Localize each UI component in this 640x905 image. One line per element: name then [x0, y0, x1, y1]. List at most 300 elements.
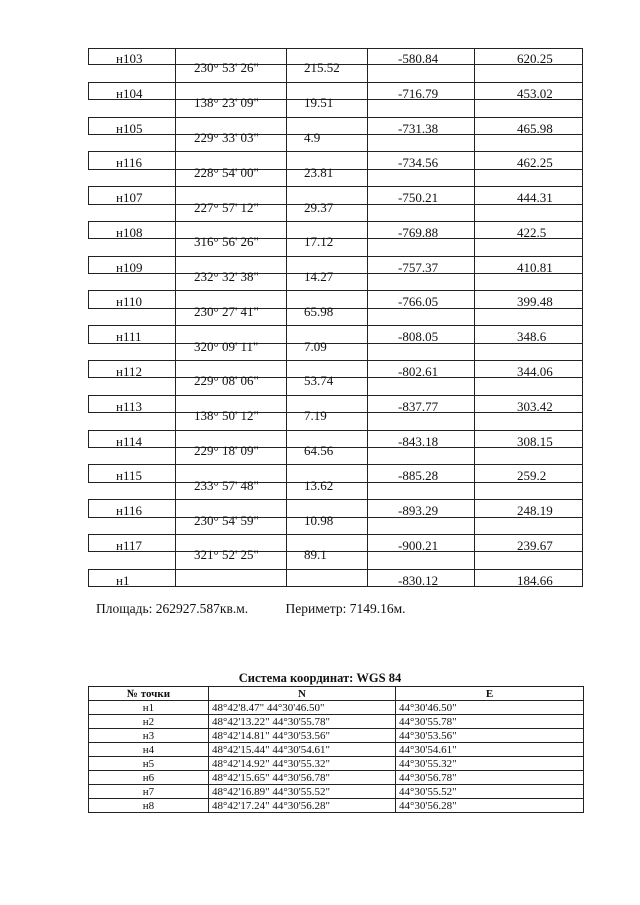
point-number: н105 — [116, 120, 143, 136]
direction-angle: 138° 50' 12" — [194, 408, 259, 424]
y-coordinate: 184.66 — [517, 572, 553, 588]
column-border — [367, 396, 368, 413]
column-border — [582, 535, 583, 552]
column-border — [474, 309, 475, 326]
point-number: н112 — [116, 364, 142, 380]
column-border — [88, 118, 89, 135]
wgs-e-value: 44°30'53.56" — [396, 729, 584, 743]
wgs-point: н2 — [89, 715, 209, 729]
column-border — [175, 83, 176, 100]
column-border — [286, 48, 287, 65]
column-border — [474, 239, 475, 256]
segment-length: 29.37 — [304, 199, 334, 215]
column-border — [175, 396, 176, 413]
column-border — [582, 431, 583, 448]
column-border — [474, 83, 475, 100]
point-row — [88, 465, 583, 482]
column-border — [286, 65, 287, 82]
wgs-row — [89, 785, 584, 799]
direction-angle: 228° 54' 00" — [194, 164, 259, 180]
column-border — [367, 170, 368, 187]
column-border — [474, 344, 475, 361]
column-border — [367, 83, 368, 100]
y-coordinate: 444.31 — [517, 190, 553, 206]
wgs-n-value: 48°42'14.81" 44°30'53.56" — [209, 729, 396, 743]
x-coordinate: -808.05 — [398, 329, 439, 345]
y-coordinate: 248.19 — [517, 503, 553, 519]
wgs-point: н3 — [89, 729, 209, 743]
segment-length: 53.74 — [304, 373, 334, 389]
y-coordinate: 462.25 — [517, 155, 553, 171]
column-border — [582, 361, 583, 378]
column-border — [582, 309, 583, 326]
column-border — [175, 431, 176, 448]
wgs-row — [89, 715, 584, 729]
column-border — [367, 291, 368, 308]
wgs-header-row — [89, 687, 584, 701]
column-border — [367, 518, 368, 535]
point-row — [88, 222, 583, 239]
column-border — [582, 552, 583, 569]
y-coordinate: 239.67 — [517, 537, 553, 553]
point-number: н113 — [116, 398, 142, 414]
column-border — [367, 187, 368, 204]
column-border — [88, 48, 89, 65]
column-border — [286, 118, 287, 135]
column-border — [88, 535, 89, 552]
segment-length: 89.1 — [304, 547, 327, 563]
column-border — [88, 222, 89, 239]
segment-length: 215.52 — [304, 60, 340, 76]
column-border — [88, 152, 89, 169]
direction-angle: 138° 23' 09" — [194, 95, 259, 111]
column-border — [474, 465, 475, 482]
column-border — [474, 257, 475, 274]
column-border — [582, 257, 583, 274]
column-border — [367, 222, 368, 239]
column-border — [175, 483, 176, 500]
column-border — [286, 326, 287, 343]
direction-angle: 230° 54' 59" — [194, 512, 259, 528]
column-border — [582, 187, 583, 204]
column-border — [367, 483, 368, 500]
column-border — [367, 274, 368, 291]
column-border — [175, 361, 176, 378]
column-border — [474, 413, 475, 430]
column-border — [286, 465, 287, 482]
column-border — [286, 500, 287, 517]
column-border — [582, 170, 583, 187]
segment-row — [88, 338, 583, 361]
column-border — [175, 344, 176, 361]
column-border — [88, 326, 89, 343]
column-border — [286, 257, 287, 274]
direction-angle: 233° 57' 48" — [194, 477, 259, 493]
segment-row — [88, 477, 583, 500]
column-border — [582, 291, 583, 308]
column-border — [88, 500, 89, 517]
wgs-header-n: N — [209, 687, 396, 701]
wgs-e-value: 44°30'46.50" — [396, 701, 584, 715]
column-border — [286, 344, 287, 361]
column-border — [474, 187, 475, 204]
column-border — [367, 309, 368, 326]
column-border — [175, 170, 176, 187]
wgs-title: Система координат: WGS 84 — [238, 671, 402, 685]
wgs-row — [89, 701, 584, 715]
wgs-e-value: 44°30'55.78" — [396, 715, 584, 729]
column-border — [88, 291, 89, 308]
column-border — [582, 48, 583, 65]
wgs-header-point: № точки — [89, 687, 209, 701]
segment-row — [88, 95, 583, 117]
point-row — [88, 326, 583, 343]
wgs-n-value: 48°42'14.92" 44°30'55.32" — [209, 757, 396, 771]
segment-row — [88, 442, 583, 465]
column-border — [175, 118, 176, 135]
segment-row — [88, 164, 583, 187]
y-coordinate: 303.42 — [517, 398, 553, 414]
y-coordinate: 344.06 — [517, 364, 553, 380]
column-border — [175, 535, 176, 552]
column-border — [367, 257, 368, 274]
point-row — [88, 361, 583, 378]
column-border — [175, 326, 176, 343]
column-border — [474, 361, 475, 378]
segment-length: 19.51 — [304, 95, 334, 111]
wgs-e-value: 44°30'55.52" — [396, 785, 584, 799]
column-border — [367, 465, 368, 482]
point-number: н110 — [116, 294, 142, 310]
segment-row — [88, 303, 583, 326]
column-border — [88, 431, 89, 448]
column-border — [88, 465, 89, 482]
column-border — [367, 413, 368, 430]
column-border — [367, 378, 368, 395]
column-border — [367, 344, 368, 361]
column-border — [582, 448, 583, 465]
segment-row — [88, 60, 583, 82]
wgs-point: н6 — [89, 771, 209, 785]
x-coordinate: -580.84 — [398, 51, 439, 66]
segment-row — [88, 199, 583, 222]
point-row — [88, 152, 583, 169]
column-border — [175, 274, 176, 291]
column-border — [175, 65, 176, 82]
point-number: н114 — [116, 433, 142, 449]
wgs-e-value: 44°30'55.32" — [396, 757, 584, 771]
wgs-n-value: 48°42'8.47" 44°30'46.50" — [209, 701, 396, 715]
column-border — [582, 570, 583, 587]
column-border — [582, 396, 583, 413]
column-border — [474, 483, 475, 500]
column-border — [582, 100, 583, 117]
direction-angle: 229° 33' 03" — [194, 129, 259, 145]
column-border — [175, 257, 176, 274]
point-number: н111 — [116, 329, 142, 345]
column-border — [175, 570, 176, 587]
point-number: н107 — [116, 190, 143, 206]
direction-angle: 321° 52' 25" — [194, 547, 259, 563]
column-border — [582, 518, 583, 535]
segment-length: 10.98 — [304, 512, 334, 528]
x-coordinate: -731.38 — [398, 120, 439, 136]
column-border — [175, 309, 176, 326]
point-number: н109 — [116, 259, 143, 275]
column-border — [175, 448, 176, 465]
point-row — [88, 431, 583, 448]
wgs-row — [89, 743, 584, 757]
column-border — [175, 500, 176, 517]
point-row — [88, 396, 583, 413]
direction-angle: 320° 09' 11" — [194, 338, 259, 354]
column-border — [367, 100, 368, 117]
column-border — [474, 396, 475, 413]
column-border — [286, 239, 287, 256]
wgs-e-value: 44°30'56.78" — [396, 771, 584, 785]
direction-angle: 229° 08' 06" — [194, 373, 259, 389]
column-border — [474, 100, 475, 117]
direction-angle: 230° 27' 41" — [194, 303, 259, 319]
table-top-border — [88, 48, 583, 49]
direction-angle: 229° 18' 09" — [194, 442, 259, 458]
wgs-row — [89, 757, 584, 771]
wgs-header-e: E — [396, 687, 584, 701]
column-border — [286, 187, 287, 204]
x-coordinate: -769.88 — [398, 224, 439, 240]
y-coordinate: 399.48 — [517, 294, 553, 310]
column-border — [286, 205, 287, 222]
x-coordinate: -734.56 — [398, 155, 439, 171]
column-border — [88, 83, 89, 100]
column-border — [286, 483, 287, 500]
column-border — [474, 222, 475, 239]
point-row — [88, 257, 583, 274]
column-border — [582, 222, 583, 239]
column-border — [582, 274, 583, 291]
summary-line — [96, 601, 440, 617]
column-border — [474, 170, 475, 187]
point-row — [88, 535, 583, 552]
x-coordinate: -716.79 — [398, 85, 439, 101]
point-row — [88, 570, 583, 587]
segment-length: 13.62 — [304, 477, 334, 493]
column-border — [286, 552, 287, 569]
column-border — [582, 326, 583, 343]
direction-angle: 232° 32' 38" — [194, 269, 259, 285]
column-border — [286, 222, 287, 239]
column-border — [175, 552, 176, 569]
point-number: н115 — [116, 468, 142, 484]
column-border — [582, 500, 583, 517]
column-border — [474, 152, 475, 169]
y-coordinate: 308.15 — [517, 433, 553, 449]
column-border — [175, 100, 176, 117]
column-border — [286, 170, 287, 187]
column-border — [286, 100, 287, 117]
perimeter-text: Периметр: 7149.16м. — [285, 601, 406, 616]
area-text: Площадь: 262927.587кв.м. — [96, 601, 249, 616]
column-border — [286, 309, 287, 326]
column-border — [582, 483, 583, 500]
column-border — [367, 152, 368, 169]
wgs-point: н7 — [89, 785, 209, 799]
point-number: н116 — [116, 503, 142, 519]
segment-row — [88, 234, 583, 256]
column-border — [367, 135, 368, 152]
column-border — [474, 48, 475, 65]
column-border — [175, 239, 176, 256]
segment-length: 23.81 — [304, 164, 334, 180]
column-border — [286, 378, 287, 395]
column-border — [582, 465, 583, 482]
wgs-n-value: 48°42'15.65" 44°30'56.78" — [209, 771, 396, 785]
point-number: н1 — [116, 572, 130, 588]
y-coordinate: 453.02 — [517, 85, 553, 101]
column-border — [175, 152, 176, 169]
column-border — [474, 118, 475, 135]
wgs-n-value: 48°42'16.89" 44°30'55.52" — [209, 785, 396, 799]
column-border — [367, 431, 368, 448]
x-coordinate: -802.61 — [398, 364, 439, 380]
column-border — [582, 118, 583, 135]
column-border — [474, 65, 475, 82]
segment-length: 7.09 — [304, 338, 327, 354]
wgs-e-value: 44°30'54.61" — [396, 743, 584, 757]
column-border — [474, 326, 475, 343]
segment-row — [88, 373, 583, 395]
x-coordinate: -843.18 — [398, 433, 439, 449]
column-border — [474, 431, 475, 448]
x-coordinate: -766.05 — [398, 294, 439, 310]
x-coordinate: -885.28 — [398, 468, 439, 484]
column-border — [88, 396, 89, 413]
y-coordinate: 410.81 — [517, 259, 553, 275]
segment-row — [88, 269, 583, 291]
segment-row — [88, 512, 583, 535]
y-coordinate: 465.98 — [517, 120, 553, 136]
column-border — [367, 552, 368, 569]
column-border — [582, 83, 583, 100]
segment-length: 64.56 — [304, 442, 334, 458]
y-coordinate: 620.25 — [517, 51, 553, 66]
column-border — [474, 205, 475, 222]
survey-table — [88, 48, 583, 587]
column-border — [286, 291, 287, 308]
column-border — [88, 361, 89, 378]
wgs-n-value: 48°42'13.22" 44°30'55.78" — [209, 715, 396, 729]
direction-angle: 230° 53' 26" — [194, 60, 259, 76]
x-coordinate: -757.37 — [398, 259, 439, 275]
column-border — [286, 361, 287, 378]
column-border — [367, 361, 368, 378]
wgs-point: н4 — [89, 743, 209, 757]
column-border — [286, 83, 287, 100]
y-coordinate: 422.5 — [517, 224, 547, 240]
column-border — [582, 413, 583, 430]
y-coordinate: 259.2 — [517, 468, 547, 484]
segment-row — [88, 547, 583, 569]
segment-length: 7.19 — [304, 408, 327, 424]
column-border — [582, 65, 583, 82]
point-row — [88, 83, 583, 100]
column-border — [286, 274, 287, 291]
column-border — [88, 187, 89, 204]
column-border — [175, 135, 176, 152]
column-border — [286, 570, 287, 587]
x-coordinate: -830.12 — [398, 572, 439, 588]
column-border — [474, 518, 475, 535]
column-border — [175, 465, 176, 482]
column-border — [367, 535, 368, 552]
wgs-table — [88, 686, 584, 813]
point-number: н103 — [116, 51, 143, 66]
segment-length: 17.12 — [304, 234, 334, 250]
direction-angle: 316° 56' 26" — [194, 234, 259, 250]
column-border — [474, 291, 475, 308]
column-border — [175, 413, 176, 430]
y-coordinate: 348.6 — [517, 329, 547, 345]
point-row — [88, 500, 583, 517]
column-border — [474, 570, 475, 587]
column-border — [286, 396, 287, 413]
column-border — [474, 500, 475, 517]
column-border — [582, 135, 583, 152]
column-border — [286, 413, 287, 430]
point-number: н104 — [116, 85, 143, 101]
column-border — [88, 570, 89, 587]
direction-angle: 227° 57' 12" — [194, 199, 259, 215]
column-border — [367, 118, 368, 135]
x-coordinate: -900.21 — [398, 537, 439, 553]
wgs-e-value: 44°30'56.28" — [396, 799, 584, 813]
column-border — [286, 152, 287, 169]
column-border — [367, 239, 368, 256]
segment-length: 4.9 — [304, 129, 321, 145]
column-border — [175, 222, 176, 239]
column-border — [582, 239, 583, 256]
x-coordinate: -837.77 — [398, 398, 439, 414]
column-border — [175, 291, 176, 308]
wgs-n-value: 48°42'15.44" 44°30'54.61" — [209, 743, 396, 757]
column-border — [367, 48, 368, 65]
x-coordinate: -893.29 — [398, 503, 439, 519]
column-border — [175, 518, 176, 535]
wgs-row — [89, 729, 584, 743]
column-border — [474, 552, 475, 569]
column-border — [582, 378, 583, 395]
segment-length: 65.98 — [304, 303, 334, 319]
column-border — [582, 152, 583, 169]
column-border — [367, 570, 368, 587]
column-border — [175, 48, 176, 65]
x-coordinate: -750.21 — [398, 190, 439, 206]
point-number: н108 — [116, 224, 143, 240]
column-border — [286, 535, 287, 552]
column-border — [367, 205, 368, 222]
column-border — [474, 274, 475, 291]
column-border — [286, 135, 287, 152]
column-border — [582, 344, 583, 361]
column-border — [367, 326, 368, 343]
column-border — [367, 500, 368, 517]
column-border — [474, 135, 475, 152]
row-border — [88, 586, 583, 587]
column-border — [286, 448, 287, 465]
wgs-n-value: 48°42'17.24" 44°30'56.28" — [209, 799, 396, 813]
column-border — [286, 431, 287, 448]
column-border — [175, 205, 176, 222]
